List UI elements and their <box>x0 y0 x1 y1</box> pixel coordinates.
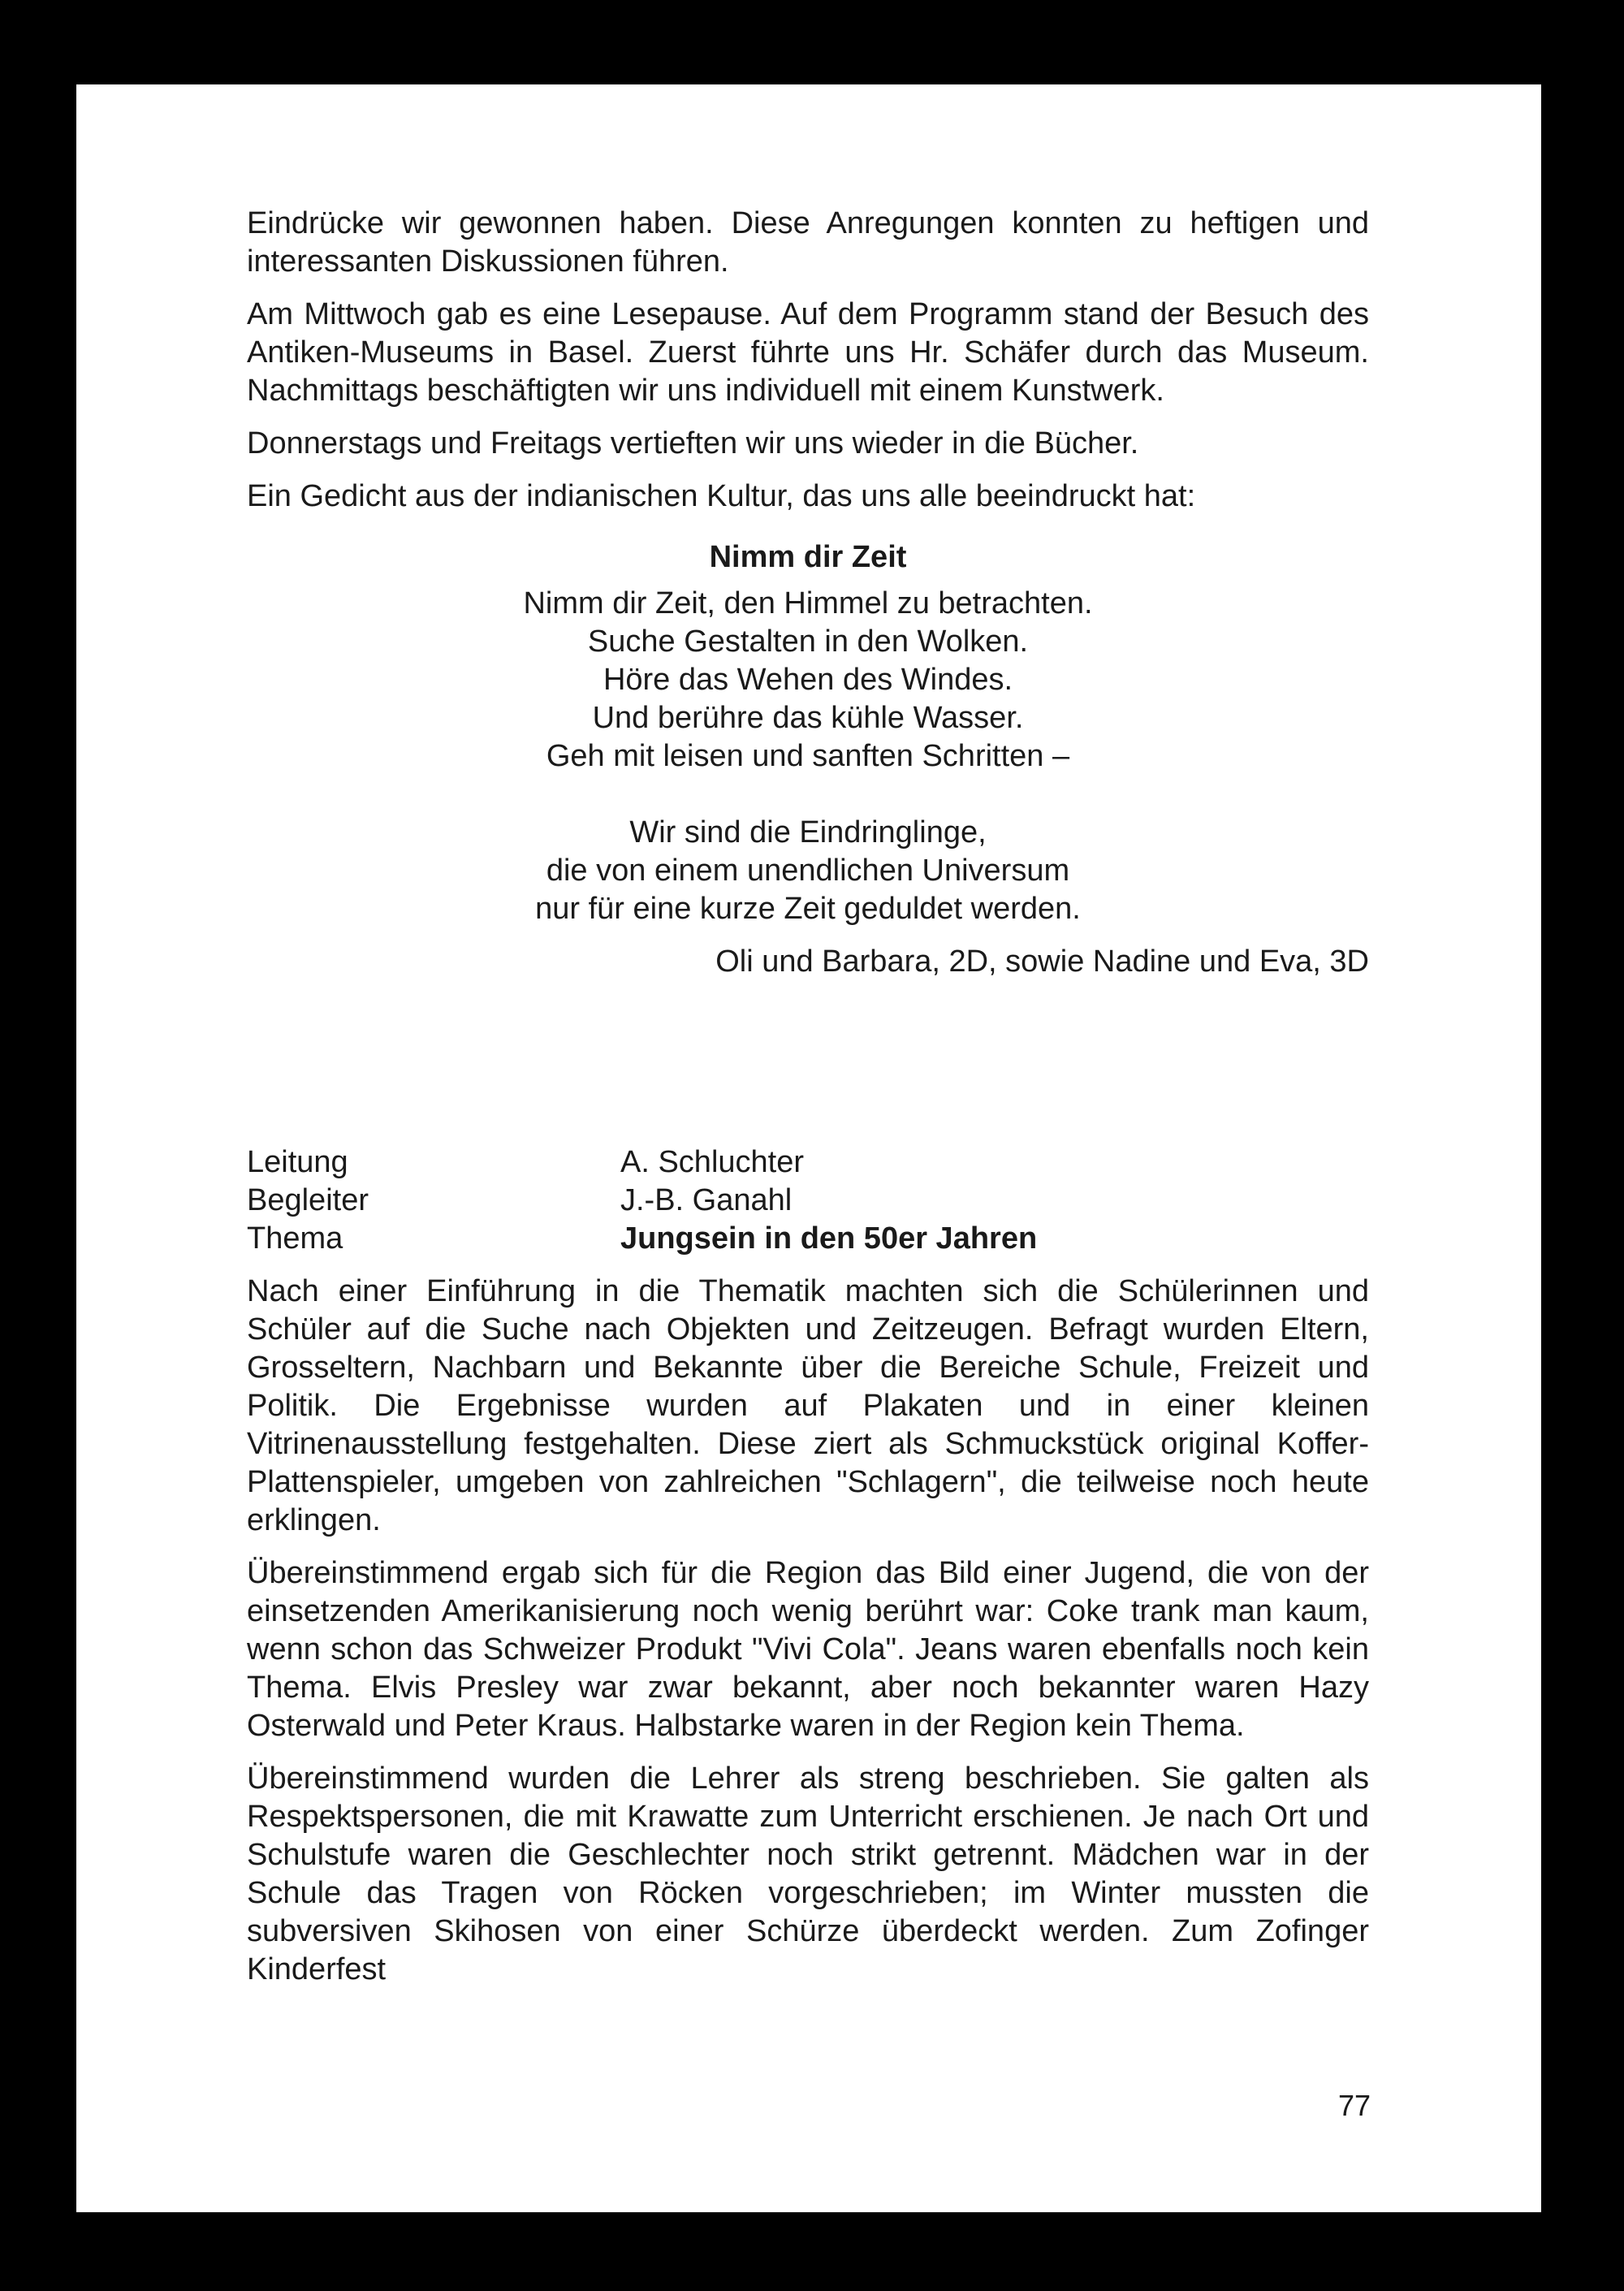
page-content <box>247 205 1369 2004</box>
poem-line: die von einem unendlichen Universum <box>546 854 1070 888</box>
info-label: Begleiter <box>247 1183 369 1217</box>
info-value-thema: Jungsein in den 50er Jahren <box>620 1221 1038 1256</box>
poem-line: Wir sind die Eindringlinge, <box>629 815 987 849</box>
intro-paragraph-3: Donnerstags und Freitags vertieften wir uns wieder in die Bücher. <box>247 426 1139 460</box>
info-row-leitung <box>247 1143 1369 1182</box>
info-row-thema <box>247 1220 1369 1258</box>
intro-paragraph-2: Am Mittwoch gab es eine Lesepause. Auf dem Programm stand der Besuch des Antiken-Museums in Basel. Zuerst führte uns Hr. Schäfer durch das Museum. Nachmittags beschäftigten wir uns individuell mit einem Kunstwerk. <box>247 297 1369 408</box>
info-label: Thema <box>247 1221 343 1256</box>
poem-line: Suche Gestalten in den Wolken. <box>587 625 1029 659</box>
info-value: J.-B. Ganahl <box>620 1183 793 1217</box>
page-number: 77 <box>1337 2089 1371 2122</box>
poem-title: Nimm dir Zeit <box>709 540 907 574</box>
stanza-gap <box>247 776 1369 814</box>
poem-signature: Oli und Barbara, 2D, sowie Nadine und Eva, 3D <box>715 944 1369 979</box>
document-page <box>76 84 1541 2212</box>
body-paragraph-2: Übereinstimmend ergab sich für die Region das Bild einer Jugend, die von der einsetzenden Amerikanisierung noch wenig berührt war: Coke trank man kaum, wenn schon das Schweizer Produkt "Vivi Cola". Jeans waren ebenfalls noch kein Thema. Elvis Presley war zwar bekannt, aber noch bekannter waren Hazy Osterwald und Peter Kraus. Halbstarke waren in der Region kein Thema. <box>247 1556 1369 1743</box>
body-paragraph-3: Übereinstimmend wurden die Lehrer als streng beschrieben. Sie galten als Respektspersonen, die mit Krawatte zum Unterricht erschienen. Je nach Ort und Schulstufe waren die Geschlechter noch strikt getrennt. Mädchen war in der Schule das Tragen von Röcken vorgeschrieben; im Winter mussten die subversiven Skihosen von einer Schürze überdeckt werden. Zum Zofinger Kinderfest <box>247 1761 1369 1986</box>
info-row-begleiter <box>247 1182 1369 1220</box>
poem-line: Nimm dir Zeit, den Himmel zu betrachten. <box>523 586 1093 620</box>
intro-paragraph-1: Eindrücke wir gewonnen haben. Diese Anregungen konnten zu heftigen und interessanten Diskussionen führen. <box>247 206 1369 279</box>
poem-line: Höre das Wehen des Windes. <box>603 663 1013 697</box>
poem-line: Geh mit leisen und sanften Schritten – <box>546 739 1070 773</box>
poem-line: Und berühre das kühle Wasser. <box>592 701 1024 735</box>
body-paragraph-1: Nach einer Einführung in die Thematik machten sich die Schülerinnen und Schüler auf die Suche nach Objekten und Zeitzeugen. Befragt wurden Eltern, Grosseltern, Nachbarn und Bekannte über die Bereiche Schule, Freizeit und Politik. Die Ergebnisse wurden auf Plakaten und in einer kleinen Vitrinenausstellung festgehalten. Diese ziert als Schmuckstück original Koffer-Plattenspieler, umgeben von zahlreichen "Schlagern", die teilweise noch heute erklingen. <box>247 1274 1369 1537</box>
poem <box>247 585 1369 928</box>
intro-paragraph-4: Ein Gedicht aus der indianischen Kultur, das uns alle beeindruckt hat: <box>247 479 1196 513</box>
info-label: Leitung <box>247 1145 348 1179</box>
info-value: A. Schluchter <box>620 1145 804 1179</box>
poem-line: nur für eine kurze Zeit geduldet werden. <box>535 892 1081 926</box>
project-info <box>247 1143 1369 1258</box>
